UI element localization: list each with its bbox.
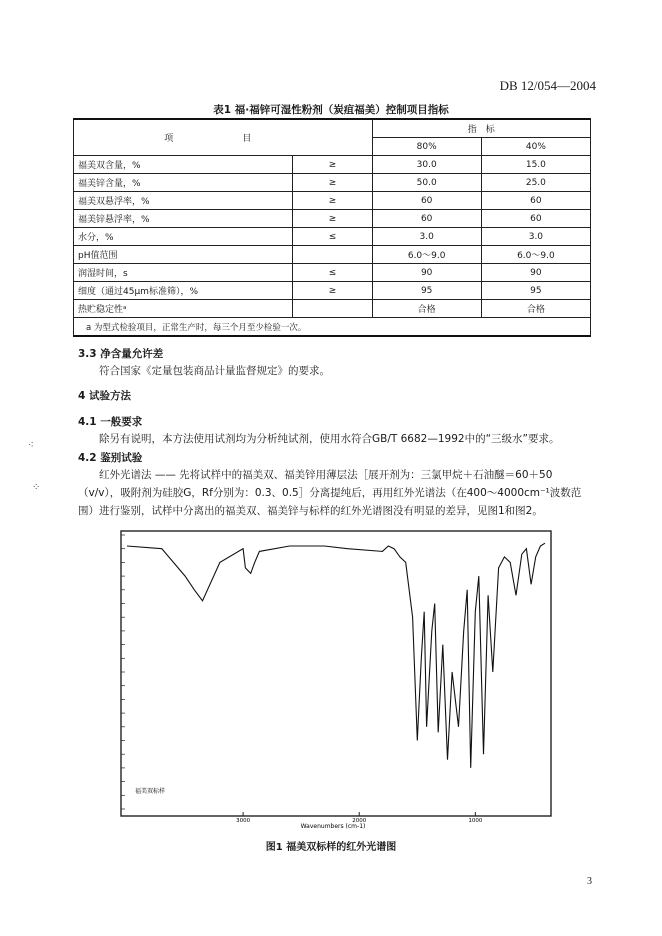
chart-border xyxy=(121,531,551,816)
header-40: 40% xyxy=(481,138,590,156)
table-row xyxy=(74,228,591,246)
header-item: 项 目 xyxy=(74,119,373,156)
section-4-1-text: 除另有说明，本方法使用试剂均为分析纯试剂，使用水符合GB/T 6682—1992中的“三级水”要求。 xyxy=(99,433,560,445)
table-row xyxy=(74,264,591,282)
section-4-2-title: 4.2 鉴别试验 xyxy=(78,452,143,464)
row-operator: ≥ xyxy=(293,282,372,300)
row-operator: ≤ xyxy=(293,264,372,282)
x-axis-label: Wavenumbers (cm-1) xyxy=(300,823,366,830)
row-value-40: 95 xyxy=(481,282,590,300)
row-operator: ≥ xyxy=(293,210,372,228)
table-row xyxy=(74,246,591,264)
row-value-80: 6.0～9.0 xyxy=(372,246,481,264)
table-footnote: a 为型式检验项目，正常生产时，每三个月至少检验一次。 xyxy=(74,318,591,337)
x-tick-label: 2000 xyxy=(352,818,367,824)
row-value-80: 60 xyxy=(372,210,481,228)
row-value-80: 60 xyxy=(372,192,481,210)
table-row xyxy=(74,300,591,318)
x-tick-label: 1000 xyxy=(468,818,483,824)
y-tick-group xyxy=(121,535,125,809)
ir-spectrum-chart xyxy=(113,527,558,832)
table-row xyxy=(74,192,591,210)
table-header-row xyxy=(74,119,591,138)
row-value-80: 3.0 xyxy=(372,228,481,246)
row-name: 热贮稳定性ᵃ xyxy=(74,300,293,318)
figure-caption: 图1 福美双标样的红外光谱图 xyxy=(265,842,397,853)
section-4-2-text: 红外光谱法 —— 先将试样中的福美双、福美锌用薄层法［展开剂为：三氯甲烷＋石油醚＝60＋50（v/v），吸附剂为硅胶G，Rf分别为：0.3、0.5］分离提纯后，再用红外光谱法（在400～4000cm⁻¹波数范围）进行鉴别，试样中分离出的福美双、福美锌与标样的红外光谱图没有明显的差异，见图1和图2。 xyxy=(78,469,582,517)
row-name: 润湿时间，s xyxy=(74,264,293,282)
row-operator: ≥ xyxy=(293,174,372,192)
row-value-80: 50.0 xyxy=(372,174,481,192)
spec-table xyxy=(73,118,591,337)
row-value-40: 25.0 xyxy=(481,174,590,192)
table-footnote-row xyxy=(74,318,591,337)
header-80: 80% xyxy=(372,138,481,156)
row-value-80: 95 xyxy=(372,282,481,300)
row-value-40: 60 xyxy=(481,210,590,228)
row-name: 福美双悬浮率，% xyxy=(74,192,293,210)
page-number: 3 xyxy=(587,876,592,887)
row-name: 细度（通过45μm标准筛），% xyxy=(74,282,293,300)
row-value-40: 15.0 xyxy=(481,156,590,174)
doc-code: DB 12/054—2004 xyxy=(499,78,596,93)
row-value-40: 合格 xyxy=(481,300,590,318)
row-value-40: 6.0～9.0 xyxy=(481,246,590,264)
header-indicator: 指 标 xyxy=(372,119,590,138)
table-row xyxy=(74,210,591,228)
table-row xyxy=(74,174,591,192)
row-operator xyxy=(293,246,372,264)
row-value-40: 90 xyxy=(481,264,590,282)
row-name: pH值范围 xyxy=(74,246,293,264)
row-operator: ≥ xyxy=(293,156,372,174)
row-value-80: 合格 xyxy=(372,300,481,318)
table-title: 表1 福·福锌可湿性粉剂（炭疽福美）控制项目指标 xyxy=(213,104,449,116)
table-row xyxy=(74,282,591,300)
margin-mark: ⁘ xyxy=(32,482,41,493)
row-value-80: 90 xyxy=(372,264,481,282)
row-operator xyxy=(293,300,372,318)
row-value-80: 30.0 xyxy=(372,156,481,174)
chart-inner-label: 福美双标样 xyxy=(135,788,166,795)
section-3-3-text: 符合国家《定量包装商品计量监督规定》的要求。 xyxy=(99,365,330,377)
table-row xyxy=(74,156,591,174)
row-name: 福美锌悬浮率，% xyxy=(74,210,293,228)
section-4-title: 4 试验方法 xyxy=(78,390,131,402)
row-operator: ≥ xyxy=(293,192,372,210)
section-3-3-title: 3.3 净含量允许差 xyxy=(78,348,164,360)
row-value-40: 60 xyxy=(481,192,590,210)
row-value-40: 3.0 xyxy=(481,228,590,246)
row-name: 福美锌含量，% xyxy=(74,174,293,192)
row-name: 福美双含量，% xyxy=(74,156,293,174)
row-operator: ≤ xyxy=(293,228,372,246)
row-name: 水分，% xyxy=(74,228,293,246)
section-4-1-title: 4.1 一般要求 xyxy=(78,416,143,428)
x-tick-label: 3000 xyxy=(236,818,251,824)
margin-mark: ⁖ xyxy=(28,440,34,451)
